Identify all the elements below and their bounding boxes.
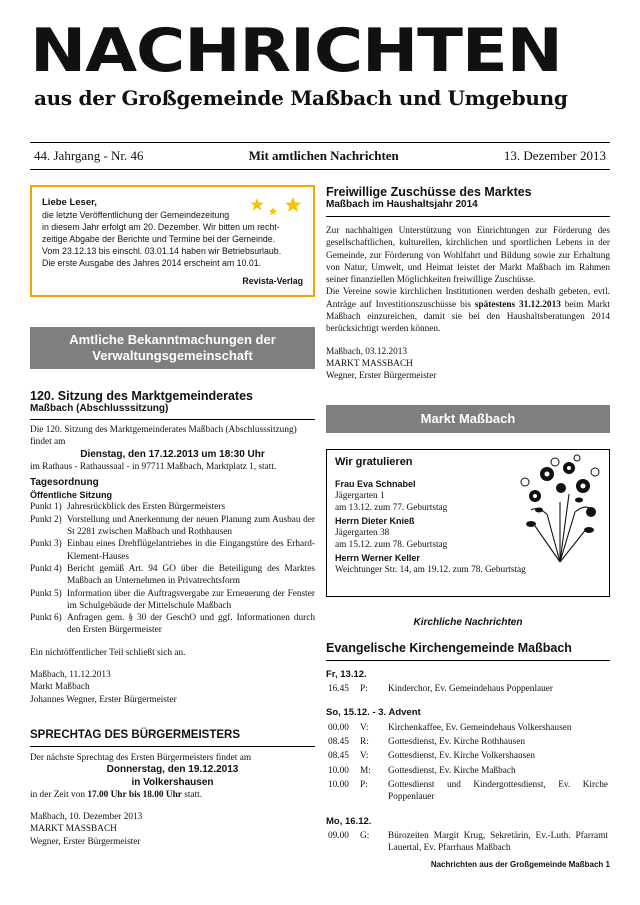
agenda-item	[30, 563, 315, 588]
schedule-row	[328, 765, 608, 777]
notice-line: die letzte Veröffentlichung der Gemeindezeitung	[42, 210, 230, 220]
sitzung-intro: findet am	[30, 437, 66, 448]
sitzung-intro: Die 120. Sitzung des Marktgemeinderates Maßbach (Abschlusssitzung)	[30, 425, 297, 435]
event-time: 08.45	[328, 737, 349, 748]
agenda-item	[30, 538, 315, 563]
event-text: Kirchenkaffee, Ev. Gemeindehaus Volkershausen	[388, 722, 572, 733]
event-time: 10.00	[328, 765, 349, 776]
time-suffix: statt.	[184, 789, 203, 800]
star-icon	[269, 207, 278, 215]
schedule-row	[328, 830, 608, 855]
event-text: Gottesdienst und Kindergottesdienst, Ev. Kirche Poppenlauer	[388, 779, 608, 803]
sprechtag-article	[30, 728, 315, 848]
notice-line: in diesem Jahr erfolgt am 20. Dezember. Wir bitten um recht-	[42, 222, 280, 232]
schedule-row	[328, 683, 553, 695]
event-time: 16.45	[328, 684, 349, 695]
sitzung-date: Dienstag, den 17.12.2013 um 18:30 Uhr	[80, 448, 265, 460]
sitzung-title: 120. Sitzung des Marktgemeinderates	[30, 389, 253, 403]
issue-tagline: Mit amtlichen Nachrichten	[248, 148, 399, 163]
sitzung-place: im Rathaus - Rathaussaal - in 97711 Maßbach, Marktplatz 1, statt.	[30, 461, 277, 472]
sign-name: Wegner, Erster Bürgermeister	[326, 371, 437, 382]
right-column	[326, 185, 610, 856]
time-mid: bis	[128, 789, 141, 800]
sign-date: Maßbach, 03.12.2013	[326, 346, 408, 357]
event-time: 08.45	[328, 751, 349, 762]
person-address: Jägergarten 38	[335, 528, 390, 539]
sitzung-subtitle: Maßbach (Abschlusssitzung)	[30, 403, 169, 414]
person-address: Weichtunger Str. 14, am 19.12. zum 78. Geburtstag	[335, 564, 526, 575]
stars-decoration	[245, 195, 305, 219]
day-heading: Mo, 16.12.	[326, 815, 372, 827]
divider	[326, 216, 610, 217]
event-time: 10.00	[328, 779, 349, 790]
agenda-text: Einbau eines Drehflügelantriebes in die Eingangstüre des Erhard-Klement-Hauses	[67, 539, 315, 562]
issue-date: 13. Dezember 2013	[503, 148, 606, 163]
schedule-day	[326, 707, 610, 805]
divider	[326, 660, 610, 661]
schedule-day	[326, 669, 610, 698]
amtliche-header-line: Amtliche Bekanntmachungen der	[69, 332, 276, 347]
sign-org: MARKT MASSBACH	[326, 358, 413, 369]
issue-info-bar	[30, 142, 610, 170]
event-code: V:	[360, 722, 369, 733]
kirche-title: Evangelische Kirchengemeinde Maßbach	[326, 640, 572, 655]
left-column	[30, 185, 315, 848]
agenda-text: Bericht gemäß Art. 94 GO über die Beteiligung des Marktes Maßbach an Unternehmen in Privatrechtsform	[67, 563, 315, 587]
zuschuesse-body: Zur nachhaltigen Unterstützung von Einrichtungen zur Förderung des gesellschaftlichen, kulturellen, kirchlichen und sportlichen Lebens in der Gemeinde, zur Förderung von Wohlfahrt und Bildung sowie zur Erhaltung von Natur, Umwelt, und Heimat leistet der Markt Maßbach im Rahmen seiner finanziellen Möglichkeiten freiwillige Zuschüsse.	[326, 226, 610, 286]
sign-org: Markt Maßbach	[30, 682, 90, 693]
sprechtag-title: SPRECHTAG DES BÜRGERMEISTERS	[30, 728, 241, 741]
notice-signature: Revista-Verlag	[242, 276, 303, 286]
agenda-key: Punkt 5)	[30, 588, 62, 599]
event-text: Bürozeiten Margit Krug, Sekretärin, Ev.-Luth. Pfarramt Lauertal, Ev. Pfarrhaus Maßbach	[388, 830, 608, 854]
body-text: Die Vereine sowie kirchlichen Institutionen werden deshalb gebeten, evtl. Anträge auf Investitionszuschüsse bis	[326, 287, 610, 310]
page-number: 1	[605, 860, 610, 869]
agenda-heading: Tagesordnung	[30, 477, 99, 489]
agenda-key: Punkt 2)	[30, 514, 62, 525]
sitzung-article	[30, 389, 315, 706]
schedule-row	[328, 779, 608, 804]
day-heading: Fr, 13.12.	[326, 668, 367, 680]
agenda-text: Jahresrückblick des Ersten Bürgermeisters	[67, 502, 226, 513]
agenda-list	[30, 501, 315, 636]
page-footer	[431, 860, 610, 869]
sign-org: MARKT MASSBACH	[30, 824, 117, 835]
newspaper-title: NACHRICHTEN	[30, 16, 562, 86]
event-code: G:	[360, 830, 370, 841]
gratulieren-box	[326, 449, 610, 597]
zuschuesse-article	[326, 185, 610, 383]
newspaper-subtitle: aus der Großgemeinde Maßbach und Umgebung	[34, 86, 568, 110]
agenda-key: Punkt 4)	[30, 563, 62, 574]
event-text: Kinderchor, Ev. Gemeindehaus Poppenlauer	[388, 684, 554, 695]
agenda-key: Punkt 1)	[30, 502, 62, 513]
zuschuesse-title: Freiwillige Zuschüsse des Marktes	[326, 185, 532, 199]
gratulieren-title: Wir gratulieren	[335, 455, 413, 468]
person-name: Herrn Dieter Knieß	[335, 515, 415, 526]
event-code: P:	[360, 779, 368, 790]
sign-name: Johannes Wegner, Erster Bürgermeister	[30, 694, 177, 705]
person-detail: am 15.12. zum 78. Geburtstag	[335, 540, 448, 551]
schedule-day	[326, 816, 610, 857]
issue-number: 44. Jahrgang - Nr. 46	[34, 148, 144, 163]
nonpublic-note: Ein nichtöffentlicher Teil schließt sich an.	[30, 647, 186, 658]
agenda-key: Punkt 3)	[30, 539, 62, 550]
notice-line: Die erste Ausgabe des Jahres 2014 erscheint am 10.01.	[42, 258, 262, 268]
event-code: R:	[360, 737, 369, 748]
agenda-item	[30, 612, 315, 637]
event-time: 00.00	[328, 722, 349, 733]
sprechtag-time	[30, 789, 315, 801]
public-heading: Öffentliche Sitzung	[30, 490, 112, 501]
time-prefix: in der Zeit von	[30, 789, 85, 800]
zuschuesse-body2	[326, 286, 610, 335]
agenda-text: Information über die Auftragsvergabe zur Erneuerung der Fenster im Schulgebäude der Mittelschule Maßbach	[67, 588, 315, 611]
notice-line: zeitige Abgabe der Berichte und Termine bei der Gemeinde.	[42, 234, 276, 244]
person-name: Frau Eva Schnabel	[335, 478, 416, 489]
schedule-row	[328, 722, 608, 734]
event-code: V:	[360, 751, 369, 762]
deadline: spätestens 31.12.2013	[474, 299, 561, 310]
markt-header: Markt Maßbach	[326, 405, 610, 433]
amtliche-header	[30, 327, 315, 369]
event-code: M:	[360, 765, 371, 776]
amtliche-header-line: Verwaltungsgemeinschaft	[92, 348, 253, 363]
sign-date: Maßbach, 11.12.2013	[30, 670, 111, 681]
schedule-table	[326, 681, 555, 697]
event-time: 09.00	[328, 830, 349, 841]
sign-name: Wegner, Erster Bürgermeister	[30, 836, 141, 847]
person-detail: am 13.12. zum 77. Geburtstag	[335, 503, 448, 514]
footer-text: Nachrichten aus der Großgemeinde Maßbach	[430, 860, 604, 869]
flower-bouquet-icon	[517, 454, 603, 566]
agenda-text: Vorstellung und Anerkennung der neuen Planung zum Ausbau der St 2281 zwischen Maßbach und Rothhausen	[67, 514, 315, 538]
zuschuesse-subtitle: Maßbach im Haushaltsjahr 2014	[326, 199, 478, 210]
reader-notice-box	[30, 185, 315, 297]
event-code: P:	[360, 684, 368, 695]
notice-line: Vom 23.12.13 bis einschl. 03.01.14 haben wir Betriebsurlaub.	[42, 246, 282, 256]
star-icon	[285, 197, 301, 212]
divider	[30, 419, 315, 420]
agenda-item	[30, 514, 315, 539]
event-text: Gottesdienst, Ev. Kirche Rothhausen	[388, 737, 526, 748]
sprechtag-place: in Volkershausen	[131, 776, 214, 788]
event-text: Gottesdienst, Ev. Kirche Volkershausen	[388, 751, 536, 762]
agenda-text: Anfragen gem. § 30 der GeschO und ggf. Informationen durch den Ersten Bürgermeister	[67, 613, 315, 636]
time-from: 17.00 Uhr	[87, 789, 127, 800]
agenda-item	[30, 501, 315, 513]
masthead	[30, 16, 615, 110]
star-icon	[251, 198, 264, 210]
divider	[30, 746, 315, 747]
kirche-section-label: Kirchliche Nachrichten	[413, 616, 523, 628]
event-text: Gottesdienst, Ev. Kirche Maßbach	[388, 765, 516, 776]
schedule-row	[328, 750, 608, 762]
person-address: Jägergarten 1	[335, 491, 385, 502]
notice-title: Liebe Leser,	[42, 197, 97, 208]
agenda-item	[30, 588, 315, 613]
sprechtag-intro: Der nächste Sprechtag des Ersten Bürgermeisters findet am	[30, 752, 252, 763]
sign-date: Maßbach, 10. Dezember 2013	[30, 812, 143, 823]
schedule-table	[326, 720, 610, 806]
agenda-key: Punkt 6)	[30, 613, 62, 624]
time-to: 18.00 Uhr	[142, 789, 182, 800]
person-name: Herrn Werner Keller	[335, 552, 420, 563]
sprechtag-date: Donnerstag, den 19.12.2013	[106, 764, 239, 776]
body-text: beim Markt Maßbach einzureichen, damit sie bei den Haushaltsberatungen 2014 berücksichtigt werden können.	[326, 299, 610, 335]
schedule-row	[328, 736, 608, 748]
schedule-table	[326, 828, 610, 857]
day-heading: So, 15.12. - 3. Advent	[326, 707, 421, 719]
